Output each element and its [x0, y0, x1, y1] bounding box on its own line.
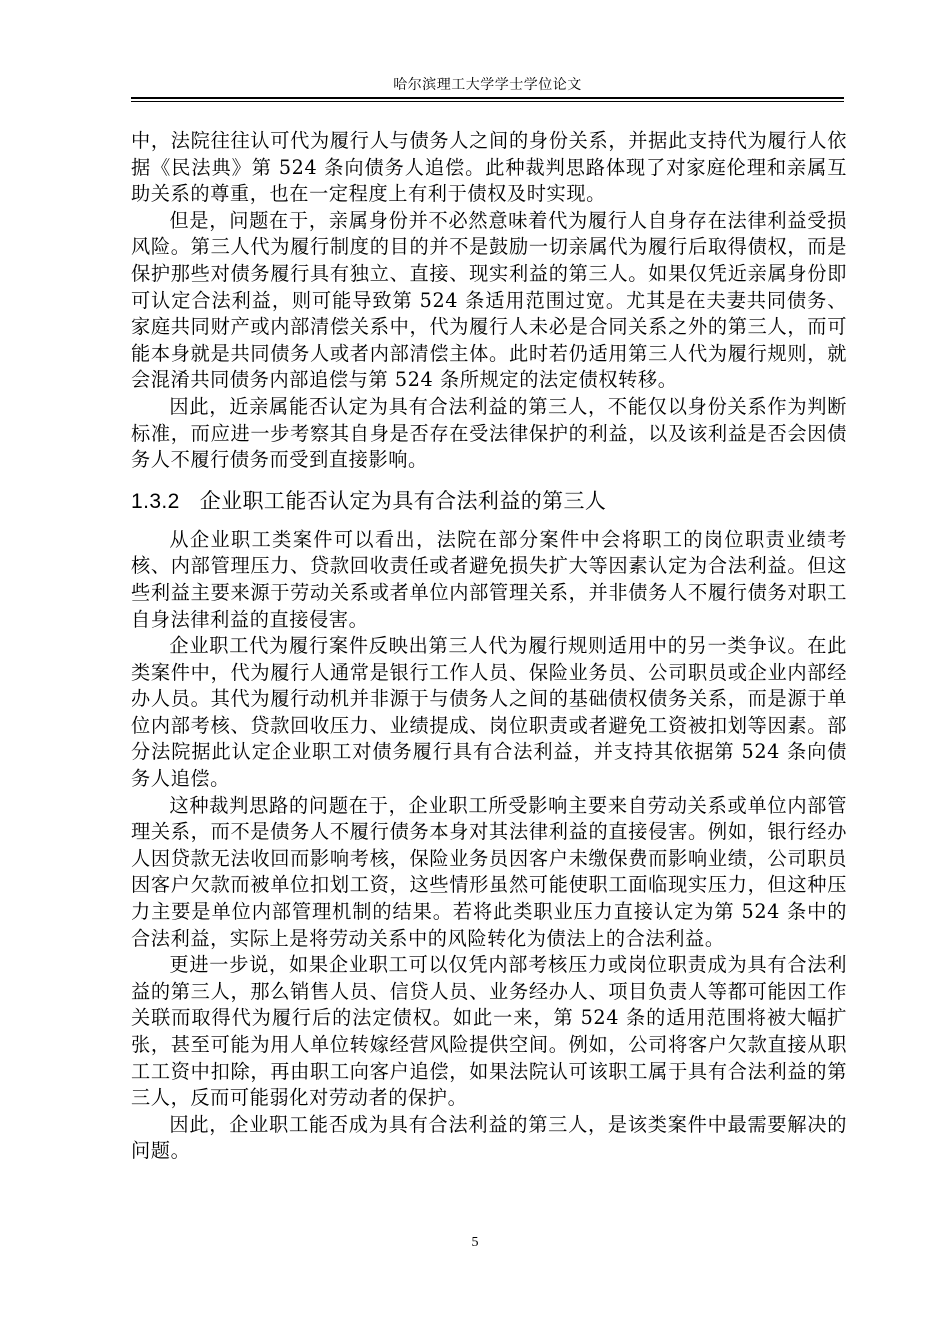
paragraph: 更进一步说，如果企业职工可以仅凭内部考核压力或岗位职责成为具有合法利益的第三人，那么销售人员、信贷人员、业务经办人、项目负责人等都可能因工作关联而取得代为履行后的法定债权。如此一来，第 524 条的适用范围将被大幅扩张，甚至可能为用人单位转嫁经营风险提供空间。例如，公司将客户欠款直接从职工工资中扣除，再由职工向客户追偿，如果法院认可该职工属于具有合法利益的第三人，反而可能弱化对劳动者的保护。 [131, 953, 847, 1110]
paragraph: 企业职工代为履行案件反映出第三人代为履行规则适用中的另一类争议。在此类案件中，代为履行人通常是银行工作人员、保险业务员、公司职员或企业内部经办人员。其代为履行动机并非源于与债务人之间的基础债权债务关系，而是源于单位内部考核、贷款回收压力、业绩提成、岗位职责或者避免工资被扣划等因素。部分法院据此认定企业职工对债务履行具有合法利益，并支持其依据第 524 条向债务人追偿。 [131, 634, 847, 791]
paragraph: 从企业职工类案件可以看出，法院在部分案件中会将职工的岗位职责业绩考核、内部管理压力、贷款回收责任或者避免损失扩大等因素认定为合法利益。但这些利益主要来源于劳动关系或者单位内部管理关系，并非债务人不履行债务对职工自身法律利益的直接侵害。 [131, 527, 847, 631]
section-title: 企业职工能否认定为具有合法利益的第三人 [199, 488, 607, 513]
paragraph: 因此，企业职工能否成为具有合法利益的第三人，是该类案件中最需要解决的问题。 [131, 1112, 847, 1163]
paragraph: 因此，近亲属能否认定为具有合法利益的第三人，不能仅以身份关系作为判断标准，而应进一步考察其自身是否存在受法律保护的利益，以及该利益是否会因债务人不履行债务而受到直接影响。 [131, 394, 847, 472]
header-rule-thick [131, 97, 844, 99]
paragraph-continued: 中，法院往往认可代为履行人与债务人之间的身份关系，并据此支持代为履行人依据《民法典》第 524 条向债务人追偿。此种裁判思路体现了对家庭伦理和亲属互助关系的尊重，也在一定程度上有利于债权及时实现。 [131, 129, 847, 206]
running-header: 哈尔滨理工大学学士学位论文 [393, 77, 582, 93]
paragraph: 这种裁判思路的问题在于，企业职工所受影响主要来自劳动关系或单位内部管理关系，而不是债务人不履行债务本身对其法律利益的直接侵害。例如，银行经办人因贷款无法收回而影响考核，保险业务员因客户未缴保费而影响业绩，公司职员因客户欠款而被单位扣划工资，这些情形虽然可能使职工面临现实压力，但这种压力主要是单位内部管理机制的结果。若将此类职业压力直接认定为第 524 条中的合法利益，实际上是将劳动关系中的风险转化为债法上的合法利益。 [131, 793, 847, 950]
section-heading [131, 486, 847, 517]
section-number: 1.3.2 [131, 489, 180, 513]
page-number: 5 [471, 1235, 479, 1250]
paragraph: 但是，问题在于，亲属身份并不必然意味着代为履行人自身存在法律利益受损风险。第三人代为履行制度的目的并不是鼓励一切亲属代为履行后取得债权，而是保护那些对债务履行具有独立、直接、现实利益的第三人。如果仅凭近亲属身份即可认定合法利益，则可能导致第 524 条适用范围过宽。尤其是在夫妻共同债务、家庭共同财产或内部清偿关系中，代为履行人未必是合同关系之外的第三人，而可能本身就是共同债务人或者内部清偿主体。此时若仍适用第三人代为履行规则，就会混淆共同债务内部追偿与第 524 条所规定的法定债权转移。 [131, 208, 847, 392]
header-rule-thin [131, 101, 844, 102]
body-text [131, 128, 847, 1165]
